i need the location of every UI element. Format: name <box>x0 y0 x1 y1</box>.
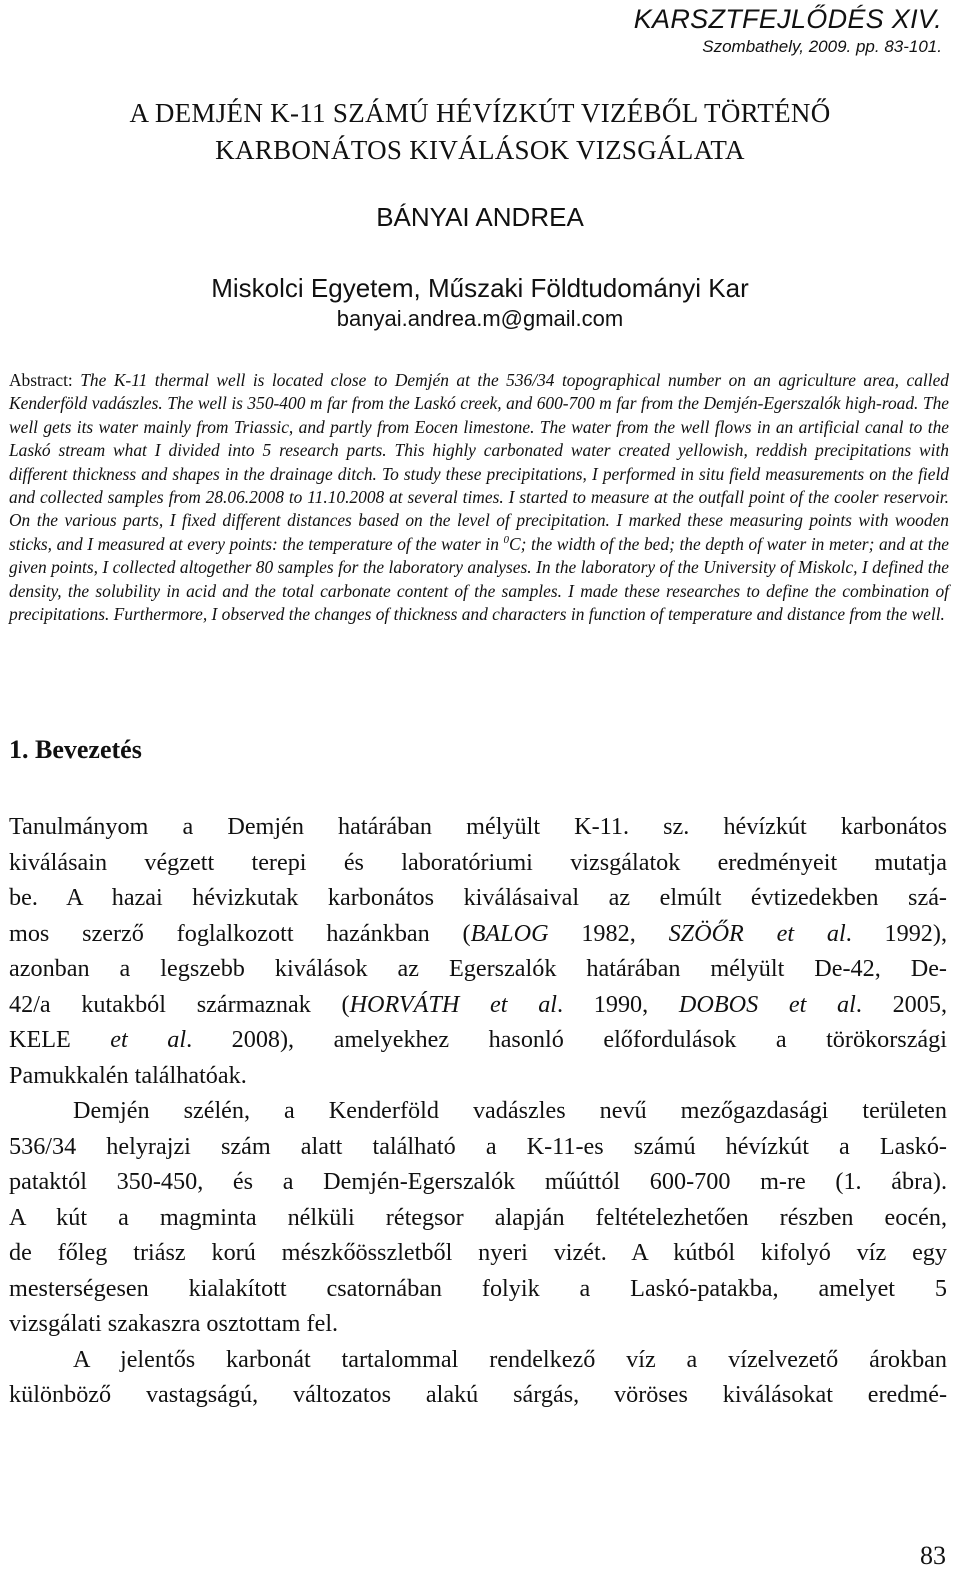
text-line: pataktól 350-450, és a Demjén-Egerszalók műúttól 600-700 m-re (1. ábra). <box>9 1168 947 1195</box>
journal-citation: Szombathely, 2009. pp. 83-101. <box>702 37 942 56</box>
text-line: kiválásain végzett terepi és laboratóriumi vizsgálatok eredményeit mutatja <box>9 848 947 876</box>
paragraph-2 <box>9 1093 947 1342</box>
page-number: 83 <box>920 1541 946 1570</box>
citation-author: BALOG <box>470 919 549 947</box>
text-line: Demjén szélén, a Kenderföld vadászles nevű mezőgazdasági területen <box>73 1097 947 1124</box>
degree-superscript: 0 <box>503 534 509 547</box>
journal-title: KARSZTFEJLŐDÉS XIV. <box>633 4 942 34</box>
text-line: A kút a magminta nélküli rétegsor alapján feltételezhetően részben eocén, <box>9 1203 947 1231</box>
author-name: BÁNYAI ANDREA <box>376 202 584 232</box>
abstract-text-part-2: C; the width of the bed; the depth of water in meter; and at the given points, I collected altogether 80 samples for the laboratory analyses. In the laboratory of the University of Miskolc, I defined the density, the solubility in acid and the total carbonate content of the samples. I made these researches to define the combination of precipitations. Furthermore, I observed the changes of thickness and characters in function of temperature and distance from the well. <box>9 533 949 625</box>
text-line: 42/a kutakból származnak (HORVÁTH et al. 1990, DOBOS et al. 2005, <box>9 990 948 1018</box>
text-line: 536/34 helyrajzi szám alatt található a K-11-es számú hévízkút a Laskó- <box>9 1132 947 1160</box>
text-line: Tanulmányom a Demjén határában mélyült K-11. sz. hévízkút karbonátos <box>9 813 947 840</box>
paper-title-line-1: A DEMJÉN K-11 SZÁMÚ HÉVÍZKÚT VIZÉBŐL TÖRTÉNŐ <box>129 98 831 128</box>
text-line: mesterségesen kialakított csatornában folyik a Laskó-patakba, amelyet 5 <box>9 1274 947 1302</box>
body-text <box>9 809 947 1413</box>
text-line: be. A hazai hévizkutak karbonátos kiválásaival az elmúlt évtizedekben szá- <box>9 884 947 911</box>
abstract <box>9 369 949 626</box>
author-email: banyai.andrea.m@gmail.com <box>336 306 624 331</box>
text-line: Pamukkalén találhatóak. <box>9 1061 247 1089</box>
text-line: különböző vastagságú, változatos alakú sárgás, vöröses kiválásokat eredmé- <box>9 1381 947 1408</box>
paragraph-1 <box>9 809 947 1093</box>
text-line: A jelentős karbonát tartalommal rendelkező víz a vízelvezető árokban <box>73 1345 947 1373</box>
citation-author: HORVÁTH et al <box>349 990 558 1018</box>
text-line: mos szerző foglalkozott hazánkban (BALOG 1982, SZÖŐR et al. 1992), <box>9 919 948 947</box>
paragraph-3 <box>9 1342 947 1413</box>
abstract-text-part-1: The K-11 thermal well is located close to Demjén at the 536/34 topographical number on an agriculture area, called Kenderföld vadászles. The well is 350-400 m far from the Laskó creek, and 600-700 m far from the Demjén-Egerszalók high-road. The well gets its water mainly from Triassic, and partly from Eocen limestone. The water from the well flows in an artificial canal to the Laskó stream what I divided into 5 research parts. This highly carbonated water created yellowish, reddish precipitations with different thickness and shapes in the drainage ditch. To study these precipitations, I performed in situ field measurements on the field and collected samples from 28.06.2008 to 11.10.2008 at several times. I started to measure at the outfall point of the cooler reservoir. On the various parts, I fixed different distances based on the level of precipitation. I marked these measuring points with wooden sticks, and I measured at every points: the temperature of the water in <box>9 370 949 554</box>
abstract-label: Abstract: <box>9 370 73 390</box>
paper-title <box>0 95 960 169</box>
author-affiliation: Miskolci Egyetem, Műszaki Földtudományi Kar <box>211 273 749 303</box>
citation-etal: et al <box>110 1026 187 1053</box>
text-line: azonban a legszebb kiválások az Egerszalók határában mélyült De-42, De- <box>9 955 947 982</box>
text-line: vizsgálati szakaszra osztottam fel. <box>9 1310 339 1337</box>
citation-author: SZÖŐR et al <box>668 919 846 947</box>
citation-author: DOBOS et al <box>678 990 856 1018</box>
text-line: KELE et al. 2008), amelyekhez hasonló előfordulások a törökországi <box>9 1026 947 1053</box>
journal-header <box>634 2 942 58</box>
paper-title-line-2: KARBONÁTOS KIVÁLÁSOK VIZSGÁLATA <box>215 135 745 165</box>
section-heading: 1. Bevezetés <box>9 735 142 764</box>
text-line: de főleg triász korú mészkőösszletből nyeri vizét. A kútból kifolyó víz egy <box>9 1239 947 1266</box>
